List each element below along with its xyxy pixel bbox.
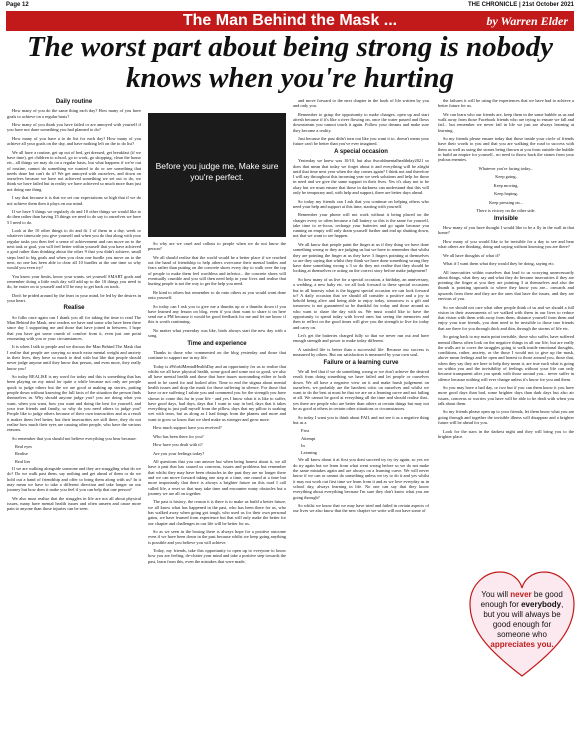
paragraph: We all have a routine, get up out of bed, get dressed, get breakfast (if we have time), get children to school, go to work, go shopping, clean the house etc., all things we may do on a regular basis, but what happens if we're out of routine, cannot do something we wanted to do or see something that needs done but can't do it? We get annoyed with ourselves, and down on ourselves because we have not achieved something we set out to do, we think we have failed but in reality we have achieved so much more than just not doing one thing. xyxy=(7,149,141,192)
article-column-3 xyxy=(293,98,429,517)
list-item: Learning xyxy=(301,450,317,456)
section-heading: Failure or a learning curve xyxy=(323,359,399,366)
paragraph: If we are walking alongside someone and they are struggling what do we do? Do we walk past them, say nothing and get ahead of them or do we hold out a hand of friendship and offer to bring them along with us? In it may mean we have to take a different direction and take longer on our journey but how does it make you feel if you can help that one person? xyxy=(7,465,141,493)
list-item: Keep pressing on... xyxy=(489,199,523,205)
paragraph: Just because the past didn't turn out like you want it to, doesn't mean your future can't be better than you've ever imagined. xyxy=(293,136,429,147)
heart-text-3: , but you will always be good enough for someone who xyxy=(483,600,564,639)
paragraph: Don't be prided around by the fears in your mind, be led by the desires in your heart. xyxy=(7,292,141,303)
paragraph: It is when I talk to people and we discuss the Man Behind The Mask that I realise that people are carrying so much extra mental weight and anxiety in their lives, they have so much to deal with but like that people should never judge anyone until they know that person, and even more, they really know you! xyxy=(7,344,141,371)
list-item: Whatever you're facing today... xyxy=(478,165,534,171)
heart-text-never: never xyxy=(510,590,532,599)
paragraph: What if I want them what they would they be doing, saying etc. xyxy=(443,261,555,267)
article-column-1 xyxy=(7,98,141,515)
list-item: First xyxy=(301,428,310,434)
paragraph: So today I want you to think about FAIL and not see it as a negative thing but as a xyxy=(293,414,429,425)
paragraph: the failures it will be using the experiences that we have had to achieve a better future for us. xyxy=(438,98,574,109)
list-item: Keep moving, xyxy=(493,182,519,188)
quote-image xyxy=(148,113,286,237)
paragraph: Look at the 10 other things to do and fit 1 of them in a day, week or whatever timescale you give yourself and when you do that along with your regular tasks you then feel a sense of achievement and can move on to the next task or goal, you will feel better within yourself that you have achieved a goal rather than thinking about the other 9 that you didn't achieve, small steps lead to big goals and when you clear one hurdle you move on to the next, no one has been able to clear all 10 hurdles at the one time so why would you even try? xyxy=(7,228,141,271)
heart-quote-text xyxy=(480,590,564,650)
paragraph: No matter what yesterday was like, birds always start the new day with a song. xyxy=(148,327,286,339)
paragraph: We all feel that if we do something wrong or we don't achieve the desired result from doing something we have failed and let people or ourselves down. We all have a negative view on it and make harsh judgement on ourselves, we probably are the harshest critic on ourselves and whilst we want to do the best at must be that we are on a learning curve and not failing at all. We cannot be good at everything all the time and should realise that.. yes there are people who are better than others at certain things but may not be as good at others in certain other situations or circumstances. xyxy=(293,368,429,412)
paragraph: Today is #WorldMentalHealthDay and an opportunity for us to realise that whilst we all have physical health, some good and some not so good, we also all have mental health and those that have issues surrounding either or both need to be cared for and looked after. Time to end the stigma about mental health issues and drop the mask for those suffering in silence. For those that have or are suffering I salute you and commend you for the strength you have shown to come this far in your life - and yes I know what it is like to suffer, have good days, bad days, days that I want to stay in bed, days that it takes everything to just pull myself from the pillow, days that my pillow is soaking wet with tears, but as along as I had things from the planets and more and want to grow so know that we shed make us stronger and grow more. xyxy=(148,363,286,422)
column-title: The Man Behind the Mask ... xyxy=(182,12,398,29)
paragraph: How much support have you received? xyxy=(153,425,222,431)
list-item: Real eyes xyxy=(15,444,32,450)
paragraph: How many of you have thought I would like to be a fly in the wall in that home? xyxy=(438,225,574,236)
paragraph: So today my friends can I ask that you continue on helping others who need your help and support at this time, starting with yourself. xyxy=(293,198,429,209)
section-banner xyxy=(6,11,574,31)
section-heading: Time and experience xyxy=(187,340,247,347)
paragraph: You know your limits, know your wants, set yourself SMART goals and remember doing a little each day will add up to the 10 things you need to do, be easier on to yourself and it'll be easy to get back on track. xyxy=(7,273,141,290)
paragraph: So today can I ask you to give me a thumbs up or a thumbs down if you have learned any lesson on blog, even if you dont want to share it on here send me a PM because it would be good feedback for me and let me know if this is worth continuing. xyxy=(148,303,286,325)
paragraph: Be kind to others but remember to do onto others as you would want done onto yourself. xyxy=(148,289,286,301)
paragraph: We can learn who our friends are, keep them in the same bubble as us and walk away from those Facebook friends who are trying to ensure we fall and fail... but remember we never fail in life we just are always learning at learning. xyxy=(438,111,574,133)
paragraph: Remember to grasp the opportunity to make changes, open up and start afresh because if it's like a river flowing on, once the water passed and flows downstream you cannot touch it again. Follow your dreams and make sure they become a reality. xyxy=(293,111,429,133)
paragraph: and move forward to the next chapter in the book of life written by you and only you. xyxy=(293,98,429,109)
paragraph: Today, my friends, take this opportunity to open up to everyone to know how you are feeling, de-clutter your mind and take a positive step towards the past, learn from this, even the mistakes that were made, xyxy=(148,548,286,564)
list-item: Keep hoping, xyxy=(494,191,518,197)
paragraph: So folks once again can I thank you all for taking the time to read The Man Behind the Mask, new readers we have and some who have been there since day 1 supporting me and those that have joined in between. I hope that you have got some crumb of comfort from it, even just one point resonating with you or your circumstances. xyxy=(7,314,141,341)
paragraph: So my friends please open up to your friends, let them know what you are going through and together the invisible illness will disappear and a brighter future will be ahead for you. xyxy=(438,409,574,426)
paragraph: I say that because it is that we set our expectations so high that if we do not achieve them then it plays on our mind. xyxy=(7,195,141,206)
paragraph: How many of you would like to be invisible for a day to see and hear what others are thinking, doing and saying without knowing you are there? xyxy=(438,238,574,250)
heart-text-appreciates: appreciates you. xyxy=(490,640,554,649)
list-item: There is victory on the other side. xyxy=(476,208,536,214)
paragraph: So how many of us live for a special occasion, a birthday, an anniversary, a wedding, a new baby etc. we all look forward to these special occasions but in all honesty what is the biggest special occasion we can look forward to? A daily occasion that we should all consider a positive and a joy to behold being alive and being able to enjoy today, tomorrow is a gift and tomorrow is not guaranteed so be thankful for today and those around us who want to share the day with us. We must would like to have the opportunity to spend today with loved ones but seeing the memories and then to reflect on the good times will give you the strength to live for today and carry on. xyxy=(293,276,429,330)
list-item: Realise xyxy=(15,451,28,457)
page-number: Page 12 xyxy=(6,2,29,8)
paragraph: Remember your phone will not work without it being placed on the charger every so often because a full battery so this is the same for yourself, take time to re-focus, recharge your batteries and go again because you running on empty will only drain yourself further and end up shutting down, not that we want to see happen. xyxy=(293,212,429,239)
quote-text: Before you judge me, Make sure you're perfect. xyxy=(155,161,279,182)
list-item: Attempt xyxy=(301,435,316,441)
article-column-2 xyxy=(148,241,286,567)
paragraph: So why are we cruel and callous to people when we do not know the person? xyxy=(148,241,286,252)
paragraph: Who has been there for you? xyxy=(153,433,204,439)
page-header xyxy=(6,2,574,11)
paragraph: So going back to my main point invisible, those who suffer, have suffered mental illness often look on the negative things in all our life, but are really the walls are to cover the struggles going to walk inside emotional thoughts, conditions, rather, anxiety, or the those I would not to give up the mask, above mean feelings and be open and honest to those around you, those that, when they say they are here to help they mean it, are true each what is going on within you and the invisibility of feelings without your life can only become transparent after you speak with those around you... never suffer in silence because nothing will ever change unless it's know for you and them. xyxy=(438,334,574,382)
paragraph: Yesterday we knew was 10/10, but also #worldmentalhealthday2021 so does that mean that today we forget about it and everything will be alright until that time next year when the day comes again? I think not and therefore I will say throughout this incoming year we seek solutions and help for those in need and we give the same support in their lives. Yes it's okay not to be okay but we must ensure that those in darkness can understand that this will only be temporary and, with help and support, there are better days ahead. xyxy=(293,158,429,196)
article-column-4 xyxy=(438,98,574,442)
publication-date: THE CHRONICLE | 21st October 2021 xyxy=(467,2,574,8)
paragraph: Look for the stars in the darkest night and they will bring you to the brighter place. xyxy=(438,428,574,439)
paragraph: The past is history, the reason it is there is to make us build a better future, we all know what has happened in the past, who has been there for us, who has walked away when going got tough, who used us for their own personal gains, we have learned from experience but that will only make the better for our chapter and challenges in our life will be better for us. xyxy=(148,499,286,526)
section-heading: Realise xyxy=(63,305,85,312)
heart-text-1: You will xyxy=(481,590,511,599)
section-heading: Invisible xyxy=(493,215,518,222)
paragraph: We all should realise that the world would be a better place if we reached out the hand of friendship to help others overcome their mental battles and fears rather than putting on the concrete shoes every day to walk over the top of people to make them feel worthless and inferior... the concrete shoes will eventually crumble and you will then need help in your lives and realise that hurting people is not the way to get the help you need. xyxy=(148,254,286,287)
paragraph: If we have 5 things we regularly do and 10 other things we would like to do then rather than having 15 things we need to do say to ourselves we have 5 I need to do. xyxy=(7,208,141,225)
paragraph: So as we seen in the boxing there is always hope for a positive outcome even if we have been down in the past because whilst we keep going anything is possible and you believe you will achieve. xyxy=(148,529,286,545)
paragraph: Let's get the batteries charged fully so that we never run out and have enough strength and power to make today different. xyxy=(293,333,429,344)
paragraph: How many of you do the same thing each day? How many of you have goals to achieve on a regular basis? xyxy=(7,108,141,119)
section-heading: A special occasion xyxy=(334,148,388,155)
paragraph: So today REALISE is my word for today and this is something that has been playing on my mind for quite a while because not only are people quick to judge others but the we are good at making up stories, putting people down without knowing the full facts of the situation the person finds themselves in. Why should anyone judge you? you are doing what you want, when you want, how you want and doing the best for yourself, and your true friends and family, so why do you need others to judge you? People like to judge others because of their own insecurities and as a result it makes them feel better, but their insecurities are still there, they do not realise how much their eyes are causing other people, who have the various reasons. xyxy=(7,374,141,433)
paragraph: So you may have a bad day, or two but if you can them know it you have more good days than bad, some brighter days than dark days but also air issues, concerns or worries you have will be able to be dealt with when you talk about them. xyxy=(438,385,574,406)
paragraph: A satisfied life is better than a successful life. Because our success is measured by others. But our satisfaction is measured by your own soul. xyxy=(293,346,429,358)
paragraph: We all have thoughts of what if? xyxy=(443,252,500,258)
author-byline: by Warren Elder xyxy=(486,14,568,28)
paragraph: So whilst we know that we may have tried and failed in certain aspects of our lives we also know that the new chapter we write will not have some of xyxy=(293,503,429,514)
paragraph: So my friends please ensure today that those inside your circle of friends have their words to you and that you are walking the road to success with them as well as using the stones being thrown at you from outside the bubble to build an empire for yourself.. no need to throw back the stones from your jealous enemies. xyxy=(438,136,574,163)
paragraph: All insecurities within ourselves that lead to us worrying unnecessarily about things, what they say and what they do become insecurities if they are pointing the finger at you they are pointing 3 at themselves and also the thumb is pointing upwards to where they know you are... onwards and upwards from there and they are the ones that have the issues, and they are envious of you. xyxy=(438,269,574,302)
list-item: Real lies xyxy=(15,458,31,464)
heart-text-2: be good enough for xyxy=(480,590,563,609)
heart-text-everybody: everybody xyxy=(521,600,562,609)
paragraph: All questions that you can answer but when being honest about it, we all have a past that has caused us concerns, issues and problems but remember that whilst they may have been obstacles in the past they are no longer there and we can move forward taking one step at a time, one round at a time but more importantly that there is always a brighter future on this road I call called life, a reset so that may take time and encounter many obstacles but a journey we are all on together. xyxy=(148,459,286,496)
paragraph: How have you dealt with it? xyxy=(153,442,203,448)
paragraph: We all know about it at first you dont succeed try try try again, so yes we do try again but we learn from what went wrong before so we do not make the same mistakes again and are always on a learning curve. We will never know if we can or cannot do something unless we try to do it and yes whilst it may not work out first time we learn from it and as we love everyday as in school day, always learning in life. No one can say that they know everything about everything because I'm sure they don't know what you are going through? xyxy=(293,457,429,500)
heart-quote-graphic xyxy=(468,568,576,680)
paragraph: How many of you think you have failed or are annoyed with yourself if you have not done something you had planned to do? xyxy=(7,122,141,133)
list-item: Keep going, xyxy=(495,174,517,180)
paragraph: So remember that you should not believe everything you hear because: xyxy=(12,435,137,441)
paragraph: Thanks to those who commented on the blog yesterday and those that continue to support me in my life. xyxy=(148,349,286,361)
paragraph: We also must realise that the struggles in life are not all about physical issues, many have mental health issues and often unseen and cause more pain to anyone than those injuries can be seen. xyxy=(7,495,141,512)
section-heading: Daily routine xyxy=(55,99,93,105)
paragraph: So we should not care what other people think of us and we should a full vision in their assessments of we walked with them in our lives to reduce that vision with them with away from them, distance yourself from them and enjoy your true friends, you dont need to be invisible to those true friends that are there for you through thick and thin, through the storms of life etc. xyxy=(438,304,574,331)
paragraph: How many of you have a to do list for each day? How many of you achieve all your goals on the day, and have nothing left on the to do list? xyxy=(7,135,141,147)
list-item: In xyxy=(301,442,305,448)
paragraph: We all know that people paint the finger at us if they thing we have done something wrong or they are judging us but we have to remember that whilst they are pointing the finger at us they have 3 fingers pointing at themselves so are they saying that whilst they think we have done something wrong they have done something wrong x 3 so do they not realise that they should be looking at themselves re acting on the correct story before make judgement? xyxy=(293,241,429,274)
paragraph: Are you your feelings today? xyxy=(153,450,205,456)
headline: The worst part about being strong is nobody knows when you're hurting xyxy=(26,31,554,94)
